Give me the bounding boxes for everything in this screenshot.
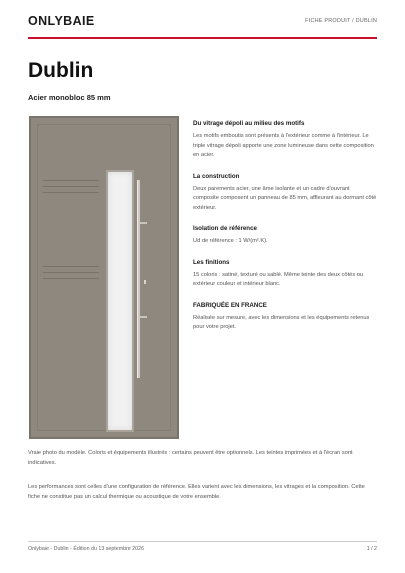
page-subtitle: Acier monobloc 85 mm [28,93,111,102]
section-title: FABRIQUÉE EN FRANCE [193,301,267,309]
door-groove [43,186,99,187]
section-text: Deux parements acier, une âme isolante et un cadre d'ouvrant composite composent un panneau de 85 mm, affleurant au dormant côté extérieur. [193,185,377,211]
page-number: 1 / 2 [366,546,377,552]
section-text: Ud de référence : 1 W/(m².K). [193,238,268,244]
section-text: Réalisée sur mesure, avec les dimensions et les équipements retenus pour votre projet. [193,314,370,330]
photo-disclaimer: Vraie photo du modèle. Coloris et équipements illustrés : certains peuvent être optionnels. Les teintes imprimées et à l'écran sont indicatives. [28,450,353,466]
footer-edition: Onlybaie - Dublin - Édition du 13 septembre 2026 [28,546,145,552]
section-construction [193,173,377,214]
page-header [28,14,377,34]
section-finitions [193,259,377,290]
door-photo [29,116,179,439]
section-text: Les motifs emboutis sont présents à l'extérieur comme à l'intérieur. Le triple vitrage dépoli apporte une zone lumineuse dans cette composition en acier. [193,133,374,158]
handle-fixing [140,222,147,224]
footer-divider [28,541,377,542]
section-title: Les finitions [193,258,230,266]
door-groove [43,266,99,267]
door-groove [43,272,99,273]
handle-fixing [140,316,147,318]
lock-cylinder [144,280,146,284]
door-handle-bar [137,180,140,378]
door-groove [43,180,99,181]
section-text: 15 coloris : satiné, texturé ou sablé. Même teinte des deux côtés ou extérieur couleur et intérieur blanc. [193,271,364,287]
door-groove [43,278,99,279]
performance-disclaimer: Les performances sont celles d'une configuration de référence. Elles varient avec les dimensions, les vitrages et la composition. Cette fiche ne constitue pas un calcul thermique ou acoustique de votre ensemble. [28,484,365,500]
brand-logo[interactable]: ONLYBAIE [28,14,95,28]
page-title: Dublin [28,59,94,82]
product-details [193,120,377,333]
section-fabrication [193,302,377,333]
frosted-glazing [106,170,134,432]
breadcrumb: FICHE PRODUIT / DUBLIN [305,18,377,24]
section-title: Du vitrage dépoli au milieu des motifs [193,120,305,127]
section-vitrage [193,120,377,161]
door-groove [43,192,99,193]
section-isolation [193,225,377,247]
header-divider [28,37,377,39]
section-title: Isolation de référence [193,225,257,232]
section-title: La construction [193,172,240,180]
